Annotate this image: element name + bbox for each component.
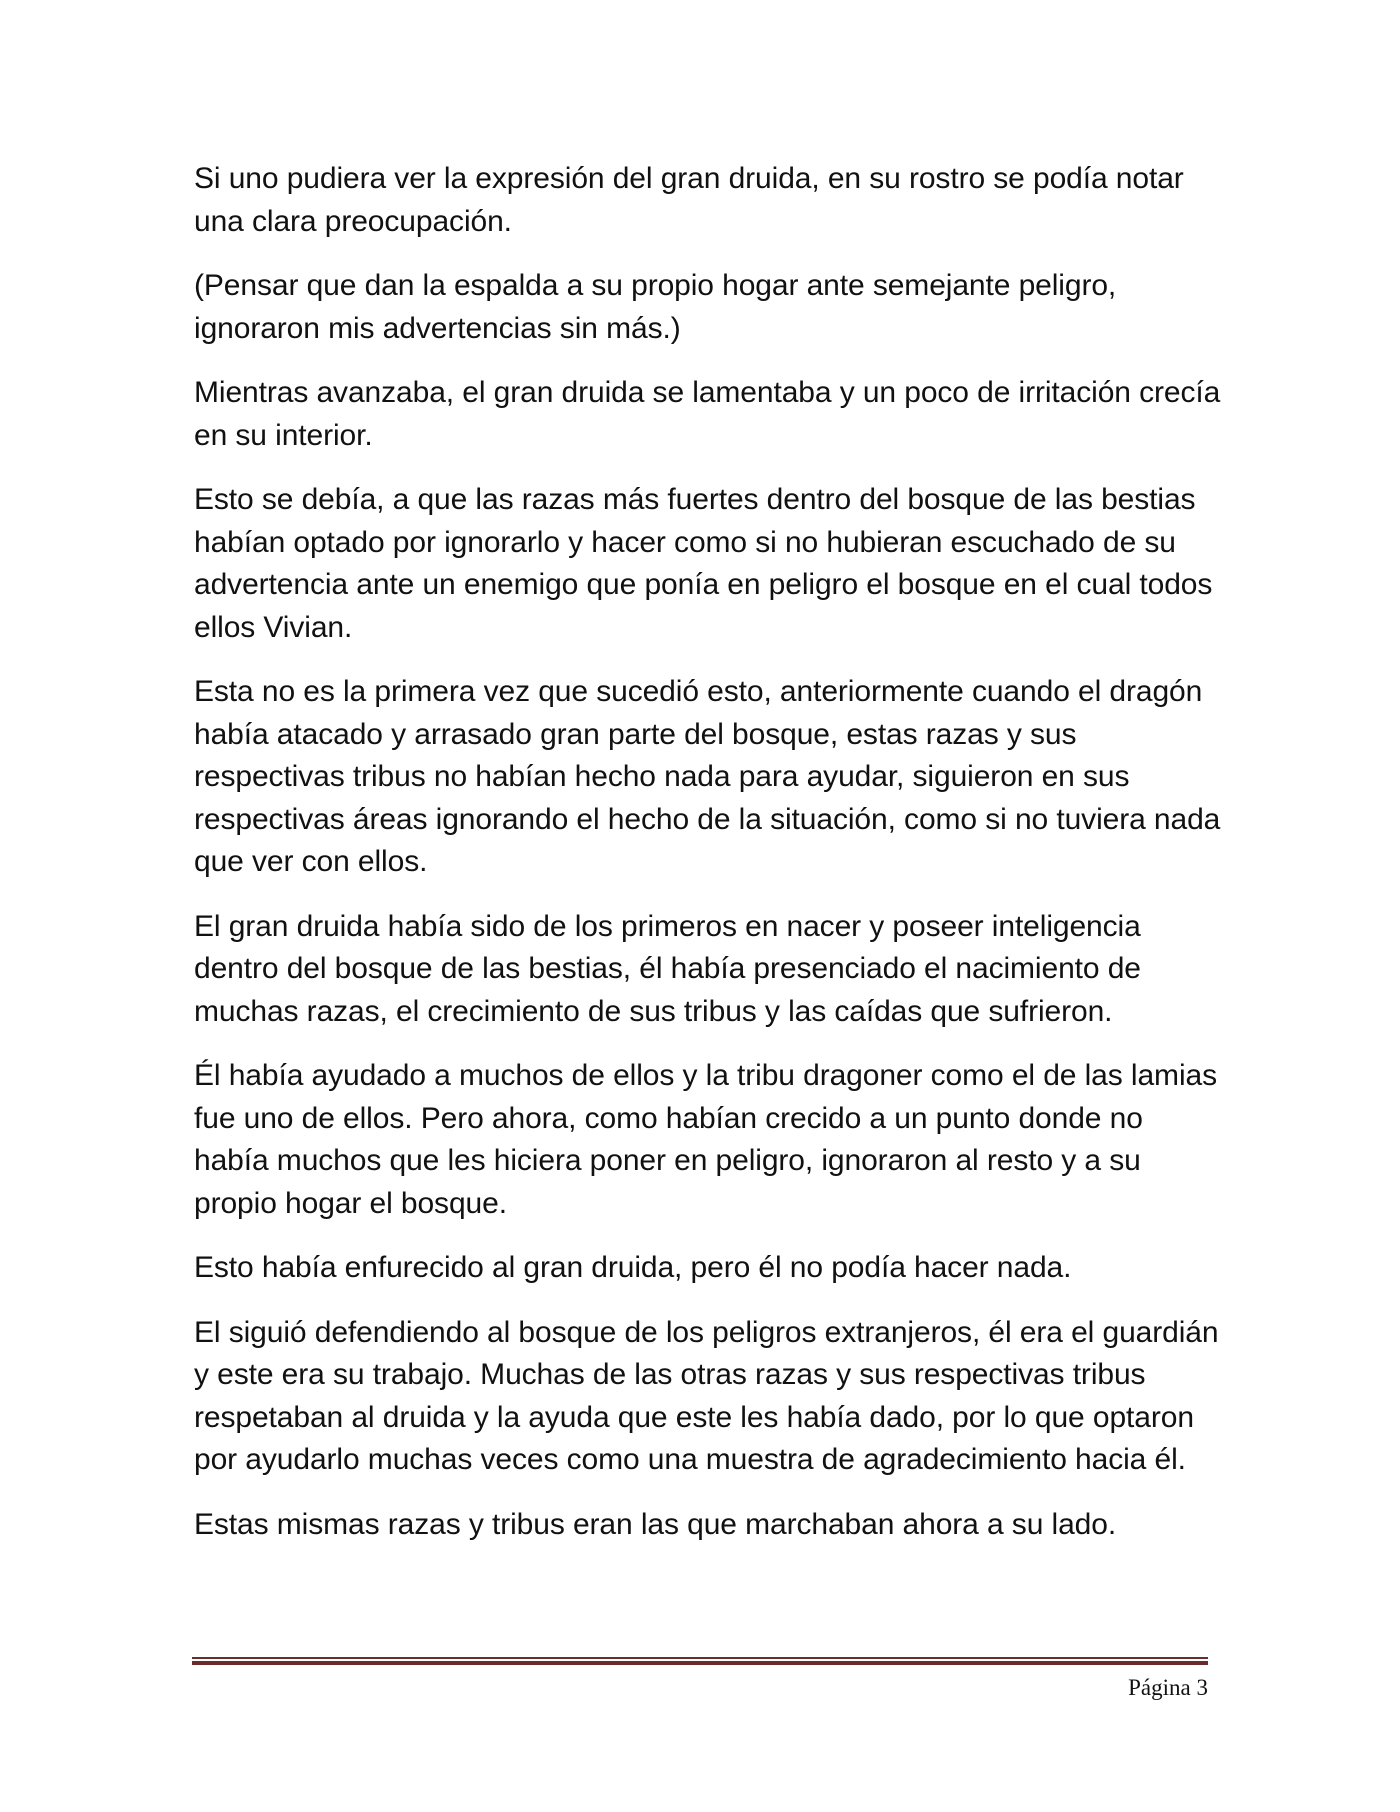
paragraph-4: Esto se debía, a que las razas más fuertes dentro del bosque de las bestias habían optado por ignorarlo y hacer como si no hubieran escuchado de su advertencia ante un enemigo que ponía en peligro el bosque en el cual todos ellos Vivian. bbox=[194, 483, 1213, 644]
paragraph-3: Mientras avanzaba, el gran druida se lamentaba y un poco de irritación crecía en su interior. bbox=[194, 376, 1221, 452]
paragraph-9: El siguió defendiendo al bosque de los peligros extranjeros, él era el guardián y este era su trabajo. Muchas de las otras razas y sus respectivas tribus respetaban al druida y la ayuda que este les había dado, por lo que optaron por ayudarlo muchas veces como una muestra de agradecimiento hacia él. bbox=[194, 1315, 1219, 1476]
paragraph-6: El gran druida había sido de los primeros en nacer y poseer inteligencia dentro del bosque de las bestias, él había presenciado el nacimiento de muchas razas, el crecimiento de sus tribus y las caídas que sufrieron. bbox=[194, 909, 1141, 1028]
footer-divider-thick-line bbox=[192, 1661, 1208, 1665]
paragraph-1: Si uno pudiera ver la expresión del gran druida, en su rostro se podía notar una clara preocupación. bbox=[194, 162, 1184, 238]
footer-divider bbox=[192, 1657, 1208, 1666]
paragraph-8: Esto había enfurecido al gran druida, pero él no podía hacer nada. bbox=[194, 1251, 1072, 1284]
body-text bbox=[194, 158, 1224, 1568]
paragraph-7: Él había ayudado a muchos de ellos y la tribu dragoner como el de las lamias fue uno de ellos. Pero ahora, como habían crecido a un punto donde no había muchos que les hiciera poner en peligro, ignoraron al resto y a su propio hogar el bosque. bbox=[194, 1059, 1217, 1220]
paragraph-2: (Pensar que dan la espalda a su propio hogar ante semejante peligro, ignoraron mis advertencias sin más.) bbox=[194, 269, 1117, 345]
page-number: Página 3 bbox=[1128, 1675, 1208, 1700]
footer-divider-thin-line bbox=[192, 1657, 1208, 1659]
paragraph-5: Esta no es la primera vez que sucedió esto, anteriormente cuando el dragón había atacado y arrasado gran parte del bosque, estas razas y sus respectivas tribus no habían hecho nada para ayudar, siguieron en sus respectivas áreas ignorando el hecho de la situación, como si no tuviera nada que ver con ellos. bbox=[194, 675, 1221, 878]
paragraph-10: Estas mismas razas y tribus eran las que marchaban ahora a su lado. bbox=[194, 1507, 1117, 1541]
